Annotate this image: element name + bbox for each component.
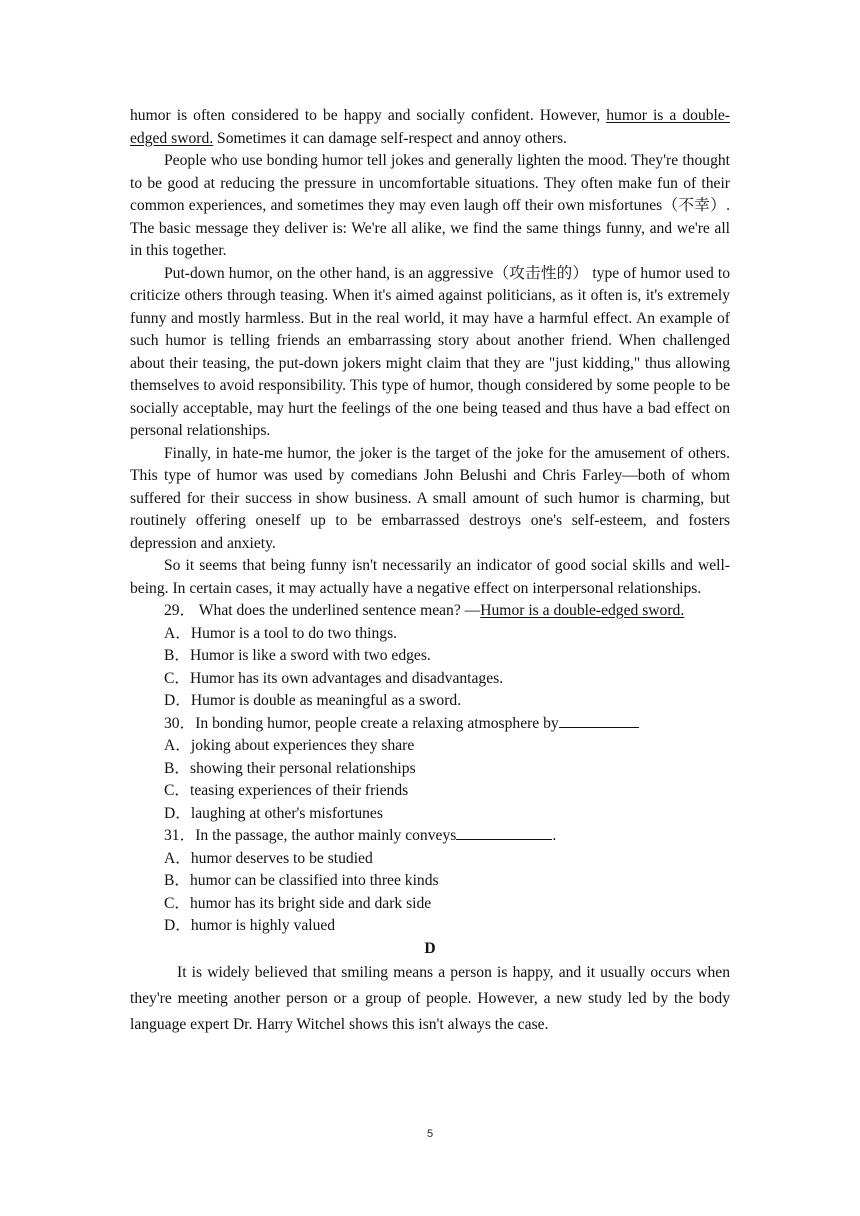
question-text: 31．In the passage, the author mainly conveys	[164, 827, 457, 844]
question-29-option-b: B．Humor is like a sword with two edges.	[164, 647, 431, 664]
question-29-stem	[130, 600, 730, 623]
question-text: 30．In bonding humor, people create a relaxing atmosphere by	[164, 714, 559, 732]
answer-blank	[456, 825, 552, 840]
question-31-option-c: C．humor has its bright side and dark side	[164, 894, 432, 912]
question-31-option-d: D．humor is highly valued	[164, 917, 336, 934]
section-heading-d: D	[424, 939, 436, 957]
question-30-option-d: D．laughing at other's misfortunes	[164, 804, 383, 822]
section-d-paragraph-1: It is widely believed that smiling means a person is happy, and it usually occurs when they're meeting another person or a group of people. However, a new study led by the body language expert Dr. Harry Witchel shows this isn't always the case.	[130, 964, 730, 1033]
question-29-option-a: A．Humor is a tool to do two things.	[164, 624, 398, 642]
question-29-option-c: C．Humor has its own advantages and disadvantages.	[164, 669, 504, 687]
paragraph-text: Sometimes it can damage self-respect and annoy others.	[213, 129, 567, 147]
underlined-quote: Humor is a double-edged sword.	[480, 602, 685, 619]
paragraph-text: humor is often considered to be happy and socially confident. However,	[130, 107, 607, 124]
question-text: 29． What does the underlined sentence mean? —	[164, 602, 481, 619]
question-30-option-c: C．teasing experiences of their friends	[164, 782, 409, 799]
question-30-option-a: A．joking about experiences they share	[164, 737, 415, 754]
passage-paragraph-2: Put-down humor, on the other hand, is an aggressive（攻击性的） type of humor used to criticize others through teasing. When it's aimed against politicians, as it often is, it's extremely funny and mostly harmless. But in the real world, it may have a harmful effect. An example of such humor is telling friends an embarrassing story about another friend. When challenged about their teasing, the put-down jokers might claim that they are "just kidding," thus allowing themselves to avoid responsibility. This type of humor, though considered by some people to be socially acceptable, may hurt the feelings of the one being teased and thus have a bad effect on personal relationships.	[130, 264, 730, 439]
page-number: 5	[426, 1128, 434, 1140]
question-29-option-d: D．Humor is double as meaningful as a sword.	[164, 692, 462, 709]
question-31-option-b: B．humor can be classified into three kinds	[164, 872, 439, 889]
answer-blank	[559, 713, 639, 728]
passage-paragraph-1: People who use bonding humor tell jokes and generally lighten the mood. They're thought to be good at reducing the pressure in uncomfortable situations. They often make fun of their common experiences, and sometimes they may even laugh off their own misfortunes（不幸）. The basic message they deliver is: We're all alike, we find the same things funny, and we're all in this together.	[130, 152, 730, 259]
question-30-stem	[130, 713, 730, 736]
question-end-punct: .	[552, 827, 557, 844]
underlined-sentence: humor is a double-edged sword.	[130, 107, 730, 147]
question-31-option-a: A．humor deserves to be studied	[164, 849, 373, 867]
document-page	[130, 105, 730, 1038]
passage-paragraph-4: So it seems that being funny isn't necessarily an indicator of good social skills and well-being. In certain cases, it may actually have a negative effect on interpersonal relationships.	[130, 557, 730, 597]
passage-paragraph-0	[130, 105, 730, 150]
question-31-stem	[130, 825, 730, 848]
passage-paragraph-3: Finally, in hate-me humor, the joker is the target of the joke for the amusement of others. This type of humor was used by comedians John Belushi and Chris Farley—both of whom suffered for their success in show business. A small amount of such humor is charming, but routinely offering oneself up to be embarrassed destroys one's self-esteem, and fosters depression and anxiety.	[130, 444, 730, 552]
question-30-option-b: B．showing their personal relationships	[164, 759, 416, 777]
